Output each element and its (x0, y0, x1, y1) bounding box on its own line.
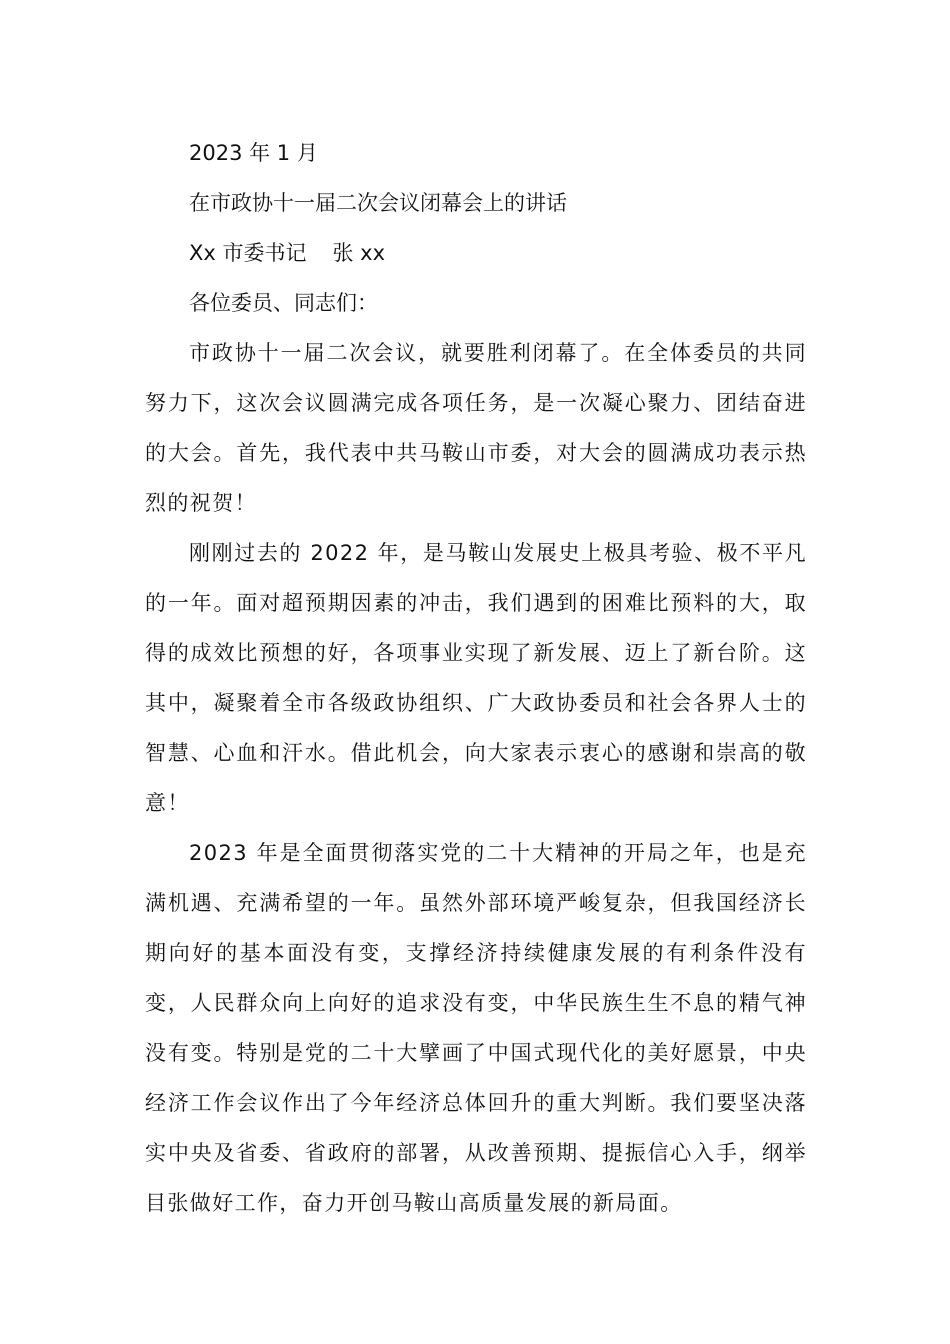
author-role: Xx 市委书记 (189, 241, 307, 265)
paragraph-2: 刚刚过去的 2022 年，是马鞍山发展史上极具考验、极不平凡的一年。面对超预期因素的冲击，我们遇到的困难比预料的大，取得的成效比预想的好，各项事业实现了新发展、迈上了新台阶。这其中，凝聚着全市各级政协组织、广大政协委员和社会各界人士的智慧、心血和汗水。借此机会，向大家表示衷心的感谢和崇高的敬意！ (145, 541, 807, 815)
paragraph-1: 市政协十一届二次会议，就要胜利闭幕了。在全体委员的共同努力下，这次会议圆满完成各项任务，是一次凝心聚力、团结奋进的大会。首先，我代表中共马鞍山市委，对大会的圆满成功表示热烈的祝贺！ (145, 341, 807, 515)
salutation: 各位委员、同志们： (189, 291, 378, 315)
document-page (145, 128, 807, 1228)
author-name: 张 xx (332, 241, 386, 265)
document-date: 2023 年 1 月 (189, 141, 318, 165)
document-title: 在市政协十一届二次会议闭幕会上的讲话 (189, 191, 567, 215)
paragraph-3: 2023 年是全面贯彻落实党的二十大精神的开局之年，也是充满机遇、充满希望的一年。虽然外部环境严峻复杂，但我国经济长期向好的基本面没有变，支撑经济持续健康发展的有利条件没有变，人民群众向上向好的追求没有变，中华民族生生不息的精气神没有变。特别是党的二十大擘画了中国式现代化的美好愿景，中央经济工作会议作出了今年经济总体回升的重大判断。我们要坚决落实中央及省委、省政府的部署，从改善预期、提振信心入手，纲举目张做好工作，奋力开创马鞍山高质量发展的新局面。 (145, 841, 807, 1215)
document-author (145, 228, 807, 278)
